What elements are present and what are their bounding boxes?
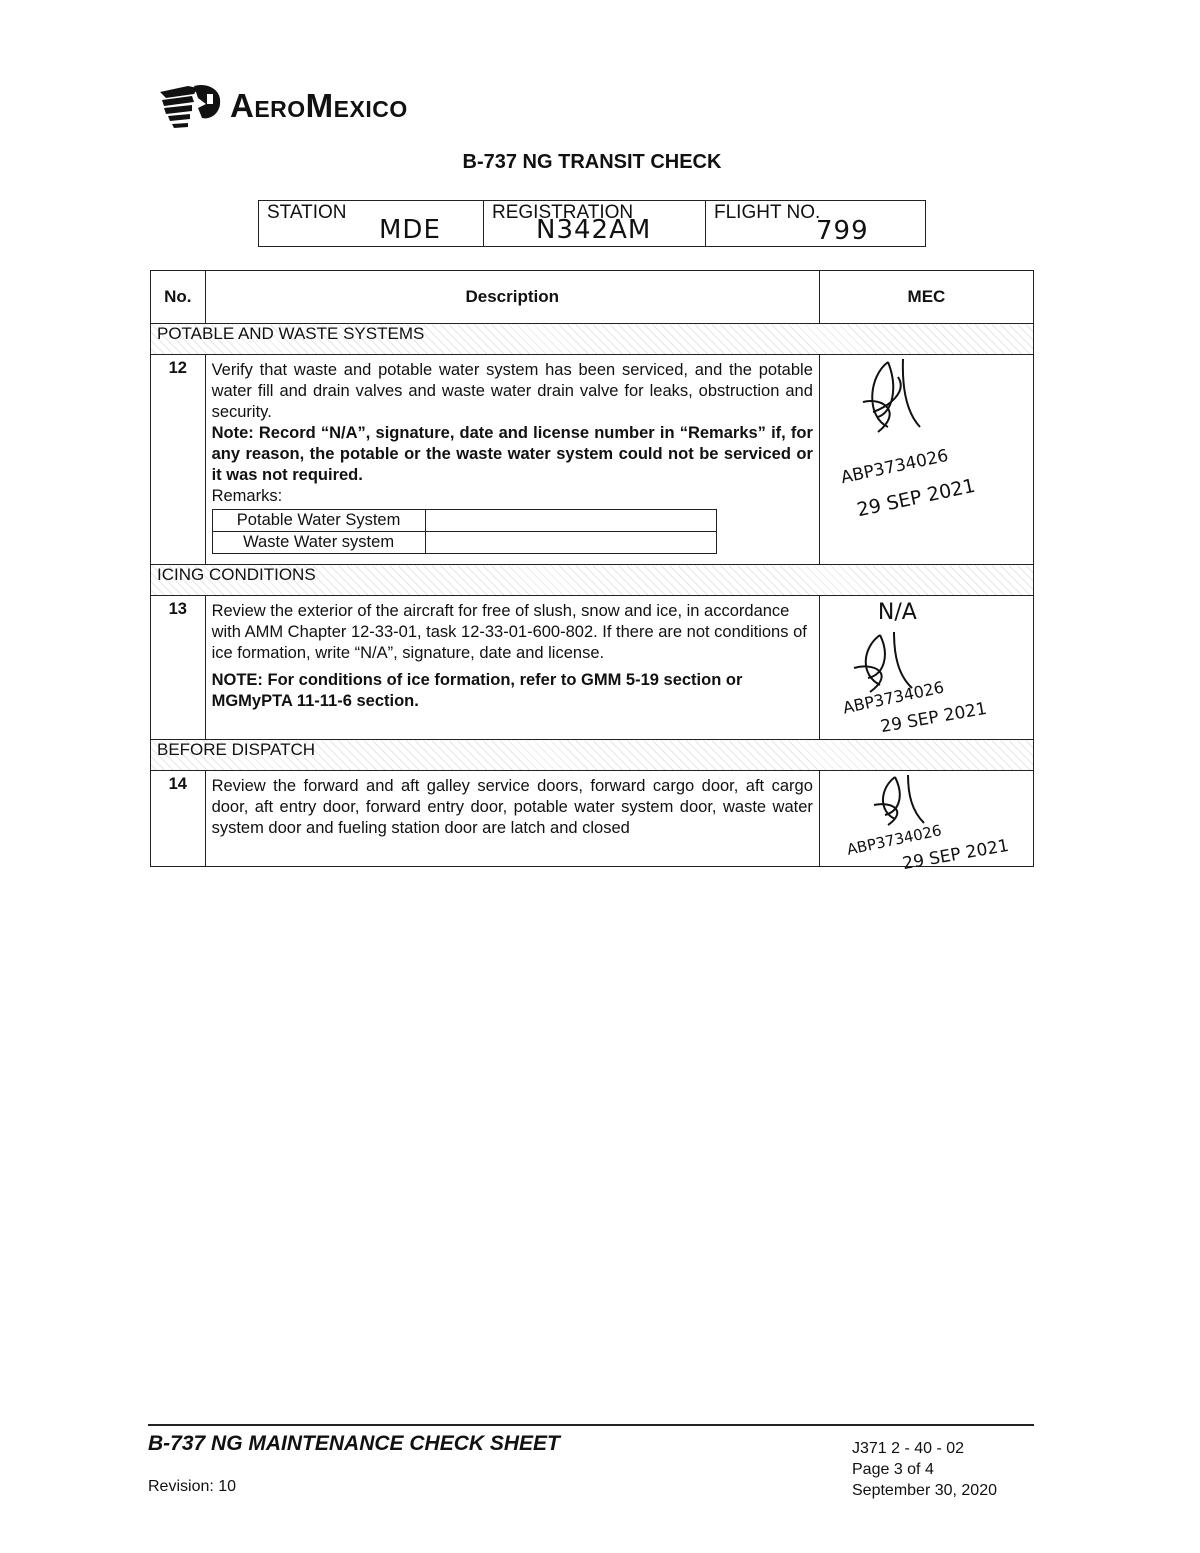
checklist-table xyxy=(150,270,1034,875)
item-description xyxy=(205,771,819,867)
item-text: Review the exterior of the aircraft for free of slush, snow and ice, in accordance with AMM Chapter 12-33-01, task 12-33-01-600-802. If there are not conditions of ice formation, write “N/A”, signature, date and license. xyxy=(211,602,807,662)
remarks-row-value[interactable] xyxy=(425,532,716,554)
item-number: 13 xyxy=(151,596,206,740)
remarks-label: Remarks: xyxy=(211,487,283,505)
registration-label: REGISTRATION xyxy=(492,202,634,223)
remarks-row xyxy=(212,510,716,532)
column-header-description: Description xyxy=(205,271,819,324)
remarks-row-label: Waste Water system xyxy=(212,532,425,554)
mec-date: 29 SEP 2021 xyxy=(878,698,989,738)
mec-license: ABP3734026 xyxy=(845,821,944,859)
section-row xyxy=(151,740,1034,771)
page-title: B-737 NG TRANSIT CHECK xyxy=(462,151,722,173)
mec-signature-cell xyxy=(819,596,1033,740)
remarks-row-label: Potable Water System xyxy=(212,510,425,532)
mec-date: 29 SEP 2021 xyxy=(900,835,1011,875)
footer-page-number: Page 3 of 4 xyxy=(852,1461,934,1478)
item-description xyxy=(205,355,819,565)
section-title: BEFORE DISPATCH xyxy=(151,740,1034,771)
station-value: MDE xyxy=(379,215,441,245)
column-header-mec: MEC xyxy=(819,271,1033,324)
footer-title: B-737 NG MAINTENANCE CHECK SHEET xyxy=(148,1432,560,1455)
logo-wordmark: AeroMexico xyxy=(230,87,408,124)
section-row xyxy=(151,565,1034,596)
footer-doc-code: J371 2 - 40 - 02 xyxy=(852,1440,965,1457)
table-row xyxy=(151,355,1034,565)
item-note: NOTE: For conditions of ice formation, refer to GMM 5-19 section or MGMyPTA 11-11-6 section. xyxy=(211,671,743,710)
mec-license: ABP3734026 xyxy=(841,677,946,718)
item-description xyxy=(205,596,819,740)
registration-field xyxy=(483,200,706,247)
mec-license: ABP3734026 xyxy=(839,445,951,489)
remarks-row-value[interactable] xyxy=(425,510,716,532)
mec-signature-cell xyxy=(819,771,1033,875)
table-row xyxy=(151,596,1034,740)
footer-date: September 30, 2020 xyxy=(852,1482,997,1499)
station-field xyxy=(258,200,484,247)
flight-number-value: 799 xyxy=(816,216,869,246)
column-header-no: No. xyxy=(151,271,206,324)
mec-signature-cell xyxy=(819,355,1033,565)
station-label: STATION xyxy=(267,202,347,223)
remarks-table xyxy=(212,509,717,554)
remarks-row xyxy=(212,532,716,554)
aeromexico-logo xyxy=(158,76,478,136)
footer-revision: Revision: 10 xyxy=(148,1478,237,1495)
registration-value: N342AM xyxy=(536,215,652,245)
item-number: 12 xyxy=(151,355,206,565)
footer-divider xyxy=(148,1424,1034,1426)
section-title: POTABLE AND WASTE SYSTEMS xyxy=(151,324,1034,355)
mec-date: 29 SEP 2021 xyxy=(854,474,978,522)
section-title: ICING CONDITIONS xyxy=(151,565,1034,596)
item-note: Note: Record “N/A”, signature, date and license number in “Remarks” if, for any reason, the potable or the waste water system could not be serviced or it was not required. xyxy=(211,424,813,484)
mec-na: N/A xyxy=(877,600,917,625)
flight-number-field xyxy=(705,200,926,247)
item-number: 14 xyxy=(151,771,206,867)
item-text: Review the forward and aft galley service doors, forward cargo door, aft cargo door, aft entry door, forward entry door, potable water system door, waste water system door and fueling station door are latch and closed xyxy=(211,777,813,837)
item-text: Verify that waste and potable water system has been serviced, and the potable water fill and drain valves and waste water drain valve for leaks, obstruction and security. xyxy=(211,361,813,421)
handwritten-signature-icon xyxy=(858,357,928,447)
section-row xyxy=(151,324,1034,355)
table-header-row xyxy=(151,271,1034,324)
eagle-knight-logo-icon xyxy=(158,78,224,134)
table-row xyxy=(151,771,1034,867)
flight-number-label: FLIGHT NO. xyxy=(714,202,821,223)
footer-doc-info xyxy=(852,1438,997,1501)
